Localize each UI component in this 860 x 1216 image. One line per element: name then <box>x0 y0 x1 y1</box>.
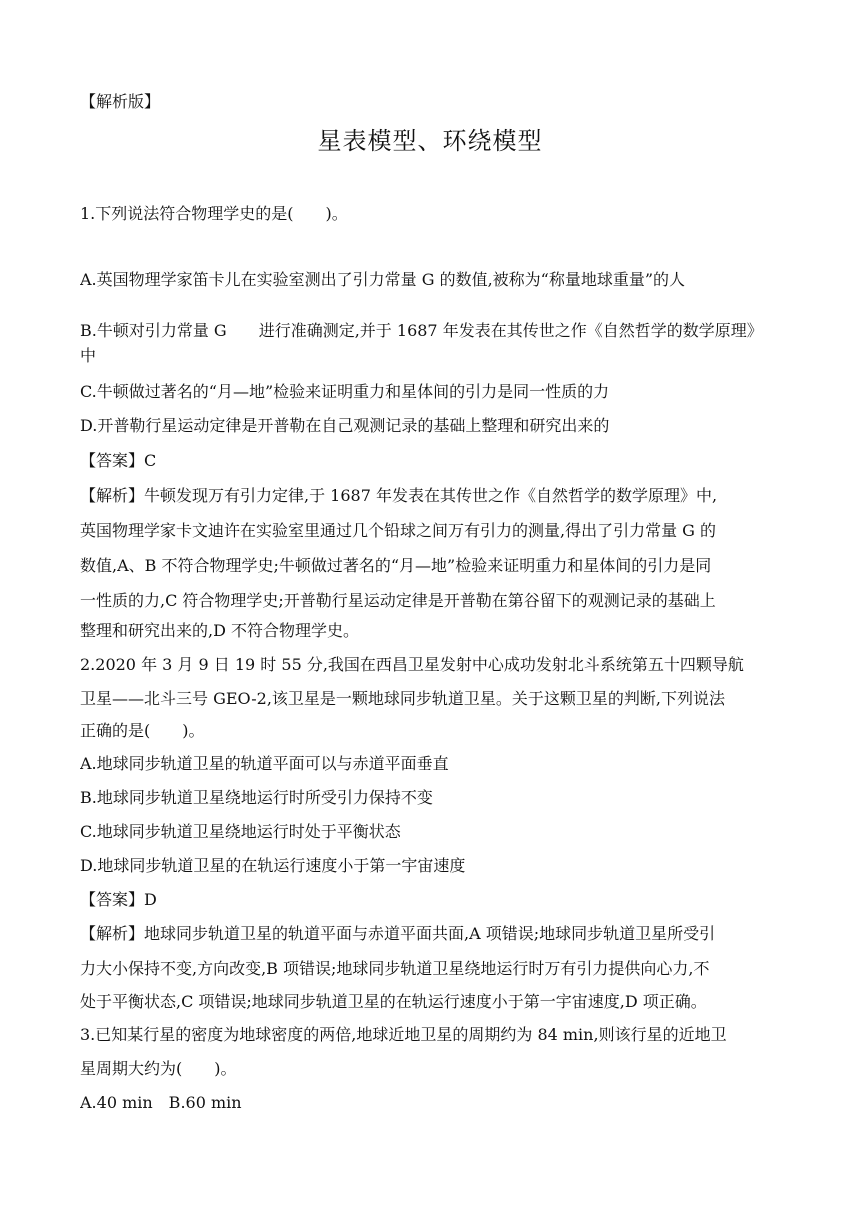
q2-option-a: A.地球同步轨道卫星的轨道平面可以与赤道平面垂直 <box>80 754 449 773</box>
q2-analysis-line: 力大小保持不变,方向改变,B 项错误;地球同步轨道卫星绕地运行时万有引力提供向心力,不 <box>80 959 710 978</box>
page-title: 星表模型、环绕模型 <box>317 127 543 155</box>
q3-stem-line: 星周期大约为( )。 <box>80 1059 237 1078</box>
q2-option-d: D.地球同步轨道卫星的在轨运行速度小于第一宇宙速度 <box>80 856 466 875</box>
q2-stem-line: 正确的是( )。 <box>80 721 205 740</box>
q1-analysis-line: 英国物理学家卡文迪许在实验室里通过几个铅球之间万有引力的测量,得出了引力常量 G 的 <box>80 521 717 540</box>
q1-option-b-line2: 中 <box>80 346 97 365</box>
q3-options: A.40 min B.60 min <box>80 1093 242 1112</box>
q2-option-c: C.地球同步轨道卫星绕地运行时处于平衡状态 <box>80 822 401 841</box>
q2-stem-line: 卫星——北斗三号 GEO-2,该卫星是一颗地球同步轨道卫星。关于这颗卫星的判断,下列说法 <box>80 689 726 708</box>
q1-stem: 1.下列说法符合物理学史的是( )。 <box>80 204 348 223</box>
q1-answer: 【答案】C <box>80 451 157 470</box>
q1-option-b-line1: B.牛顿对引力常量 G 进行准确测定,并于 1687 年发表在其传世之作《自然哲学的数学原理》 <box>80 321 763 340</box>
q2-analysis-line: 处于平衡状态,C 项错误;地球同步轨道卫星的在轨运行速度小于第一宇宙速度,D 项正确。 <box>80 992 707 1011</box>
q2-stem-line: 2.2020 年 3 月 9 日 19 时 55 分,我国在西昌卫星发射中心成功发射北斗系统第五十四颗导航 <box>80 655 744 674</box>
q1-option-d: D.开普勒行星运动定律是开普勒在自己观测记录的基础上整理和研究出来的 <box>80 416 610 435</box>
version-tag: 【解析版】 <box>80 92 161 111</box>
q1-analysis-line: 整理和研究出来的,D 不符合物理学史。 <box>80 621 360 640</box>
q3-stem-line: 3.已知某行星的密度为地球密度的两倍,地球近地卫星的周期约为 84 min,则该行星的近地卫 <box>80 1025 727 1044</box>
q2-option-b: B.地球同步轨道卫星绕地运行时所受引力保持不变 <box>80 788 433 807</box>
q2-analysis-line: 【解析】地球同步轨道卫星的轨道平面与赤道平面共面,A 项错误;地球同步轨道卫星所受引 <box>80 924 716 943</box>
q1-option-c: C.牛顿做过著名的“月—地”检验来证明重力和星体间的引力是同一性质的力 <box>80 382 610 401</box>
q1-analysis-line: 一性质的力,C 符合物理学史;开普勒行星运动定律是开普勒在第谷留下的观测记录的基础上 <box>80 591 716 610</box>
q2-answer: 【答案】D <box>80 890 157 909</box>
q1-analysis-line: 数值,A、B 不符合物理学史;牛顿做过著名的“月—地”检验来证明重力和星体间的引力是同 <box>80 556 712 575</box>
q1-option-a: A.英国物理学家笛卡儿在实验室测出了引力常量 G 的数值,被称为“称量地球重量”的人 <box>80 270 686 289</box>
q1-analysis-line: 【解析】牛顿发现万有引力定律,于 1687 年发表在其传世之作《自然哲学的数学原理》中, <box>80 486 718 505</box>
